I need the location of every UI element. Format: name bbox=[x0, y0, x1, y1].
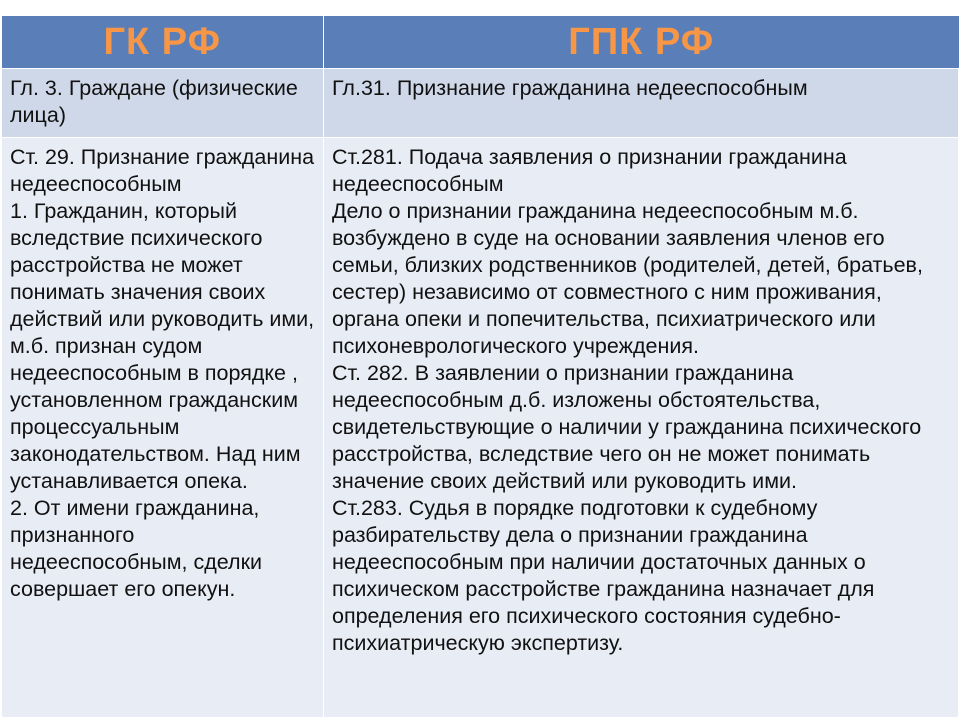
articles-281-283-cell: Ст.281. Подача заявления о признании гражданина недееспособным Дело о признании гражданина недееспособным м.б. возбуждено в суде на основании заявления членов его семьи, близких родственников (родителей, детей, братьев, сестер) независимо от совместного с ним проживания, органа опеки и попечительства, психиатрического или психоневрологического учреждения. Ст. 282. В заявлении о признании гражданина недееспособным д.б. изложены обстоятельства, свидетельствующие о наличии у гражданина психического расстройства, вследствие чего он не может понимать значение своих действий или руководить ими. Ст.283. Судья в порядке подготовки к судебному разбирательству дела о признании гражданина недееспособным при наличии достаточных данных о психическом расстройстве гражданина назначает для определения его психического состояния судебно-психиатрическую экспертизу. bbox=[324, 138, 959, 718]
chapter-civil-code-cell: Гл. 3. Граждане (физические лица) bbox=[2, 69, 324, 138]
comparison-table bbox=[1, 16, 959, 718]
header-civil-procedure-code: ГПК РФ bbox=[324, 16, 959, 69]
chapter-civil-procedure-cell: Гл.31. Признание гражданина недееспособным bbox=[324, 69, 959, 138]
header-row bbox=[2, 16, 959, 69]
table-row bbox=[2, 138, 959, 718]
table-row bbox=[2, 69, 959, 138]
header-civil-code: ГК РФ bbox=[2, 16, 324, 69]
article-29-cell: Ст. 29. Признание гражданина недееспособным 1. Гражданин, который вследствие психического расстройства не может понимать значения своих действий или руководить ими, м.б. признан судом недееспособным в порядке , установленном гражданским процессуальным законодательством. Над ним устанавливается опека. 2. От имени гражданина, признанного недееспособным, сделки совершает его опекун. bbox=[2, 138, 324, 718]
